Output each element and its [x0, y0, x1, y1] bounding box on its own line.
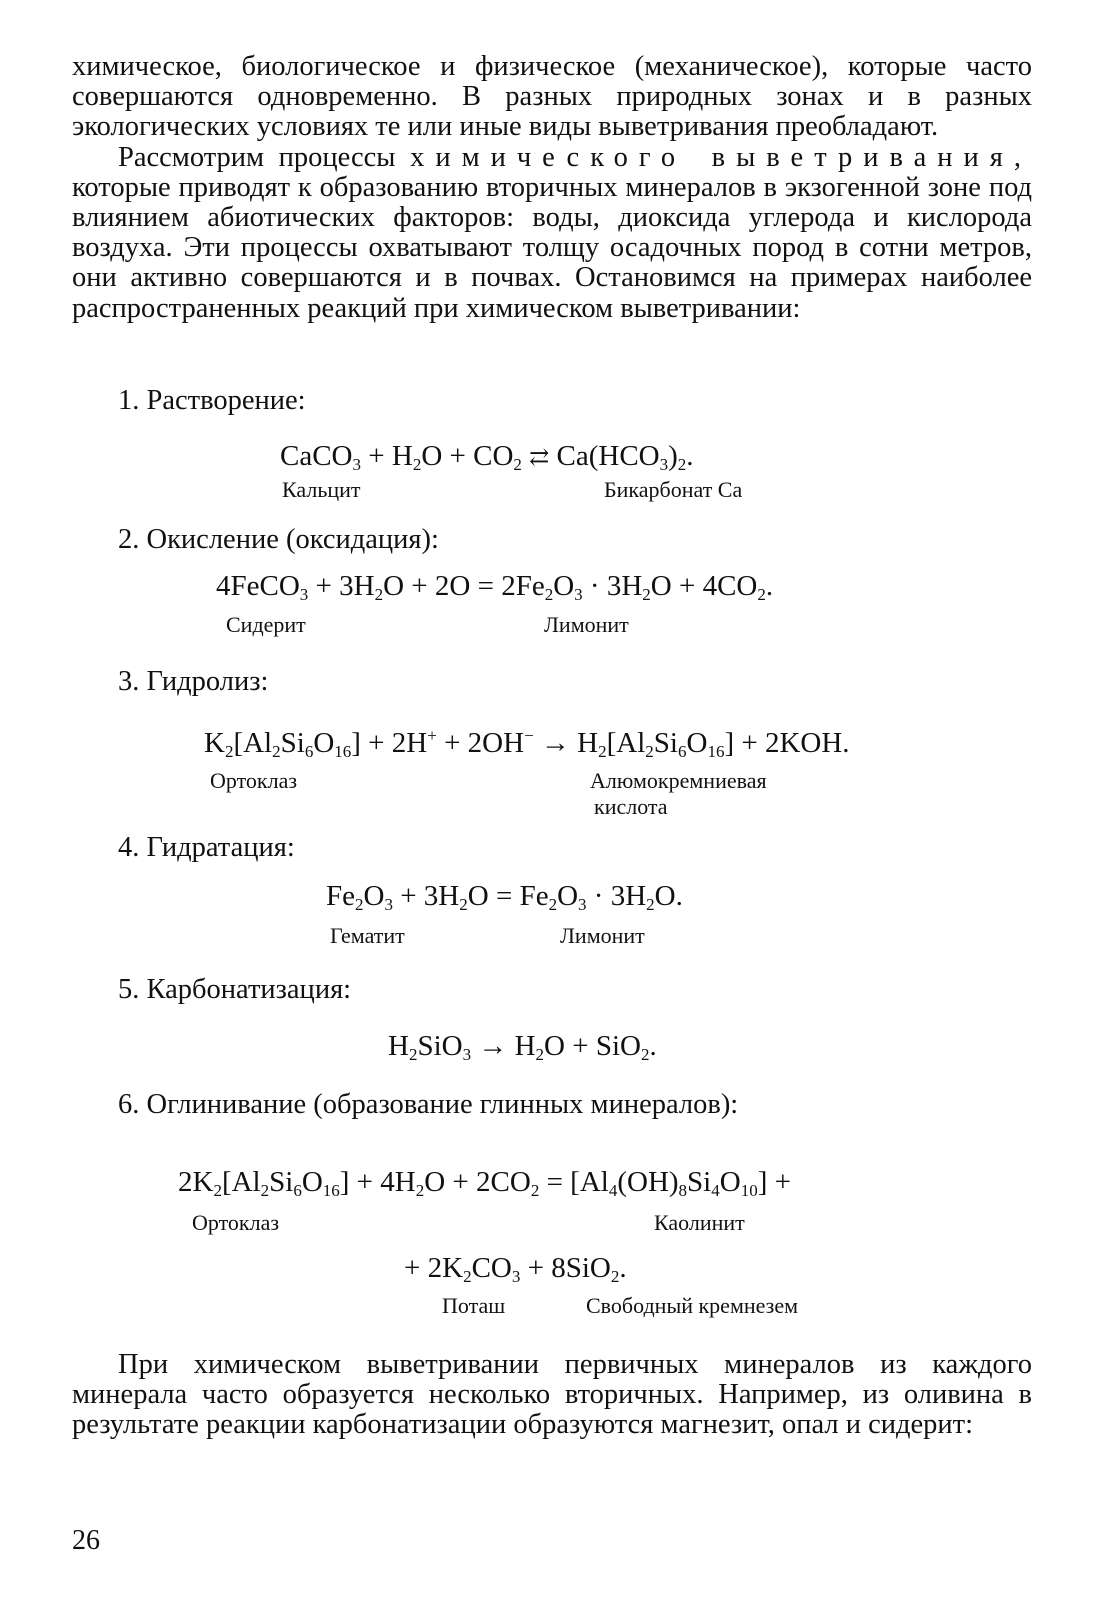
closing-block	[72, 1350, 1032, 1441]
caption-acid: кислота	[594, 794, 668, 819]
page-number: 26	[72, 1525, 100, 1556]
caption-limonite-2: Лимонит	[560, 923, 645, 948]
intro-paragraph: химическое, биологическое и физическое (механическое), которые часто совершаются одновременно. В разных природных зонах и в разных экологических условиях те или иные виды выветривания преобладают.	[72, 51, 1032, 143]
caption-kaolinite: Каолинит	[654, 1210, 745, 1235]
closing-paragraph: При химическом выветривании первичных минералов из каждого минерала часто образуется несколько вторичных. Например, из оливина в результате реакции карбонатизации образуются магнезит, опал и сидерит:	[72, 1349, 1032, 1441]
caption-siderite: Сидерит	[226, 612, 306, 637]
caption-potash: Поташ	[442, 1293, 506, 1318]
paragraph-rest: которые приводят к образованию вторичных минералов в экзогенной зоне под влиянием абиотических факторов: воды, диоксида углерода и кислорода воздуха. Эти процессы охватывают толщу осадочных пород в сотни метров, они активно совершаются и в почвах. Остановимся на примерах наиболее распространенных реакций при химическом выветривании:	[72, 171, 1032, 324]
item-heading-hydration: 4. Гидратация:	[118, 832, 295, 863]
item-heading-carbonatization: 5. Карбонатизация:	[118, 974, 352, 1005]
paragraph-chemical-weathering	[72, 143, 1032, 324]
equation-clay-formation-continued: + $2K_2CO_3 + 8SiO_2$.	[404, 1252, 627, 1286]
page-text	[72, 52, 1032, 324]
item-heading-clay-formation: 6. Оглинивание (образование глинных минералов):	[118, 1089, 739, 1120]
item-heading-hydrolysis: 3. Гидролиз:	[118, 666, 269, 697]
equation-hydration: $Fe_2O_3 + 3H_2O = Fe_2O_3 \cdot 3H_2O$.	[326, 880, 683, 914]
equation-oxidation: 4FeCO$_3$ + $3H_2O + 2O = 2Fe_2O_3 \cdot 3H_2O + 4CO_2$.	[216, 570, 774, 604]
caption-free-silica: Свободный кремнезем	[586, 1293, 799, 1318]
caption-aluminosilicic: Алюмокремниевая	[590, 768, 767, 793]
item-heading-dissolution: 1. Растворение:	[118, 385, 306, 416]
equation-hydrolysis: $K_2[Al_2Si_6O_{16}] + 2H^+ + 2OH^- \to H_2[Al_2Si_6O_{16}] + 2KOH$.	[204, 726, 850, 761]
caption-orthoclase: Ортоклаз	[210, 768, 298, 793]
equation-clay-formation: $2K_2[Al_2Si_6O_{16}] + 4H_2O + 2CO_2 = [Al_4(OH)_8Si_4O_{10}]$ +	[178, 1166, 791, 1200]
caption-hematite: Гематит	[330, 923, 405, 948]
equation-dissolution: CaCO$_3$ + $H_2O + CO_2$ ⇄ $Ca(HCO_3)_2$.	[280, 440, 694, 474]
caption-calcite: Кальцит	[282, 477, 361, 502]
paragraph-lead: Рассмотрим процессы	[118, 141, 396, 173]
item-heading-oxidation: 2. Окисление (оксидация):	[118, 524, 439, 555]
caption-limonite: Лимонит	[544, 612, 629, 637]
caption-orthoclase-2: Ортоклаз	[192, 1210, 280, 1235]
equation-carbonatization: $H_2SiO_3 \to H_2O + SiO_2$.	[388, 1030, 657, 1064]
caption-bicarbonate: Бикарбонат Ca	[604, 477, 743, 502]
emphasis-term: химического выветривания,	[410, 141, 1032, 173]
